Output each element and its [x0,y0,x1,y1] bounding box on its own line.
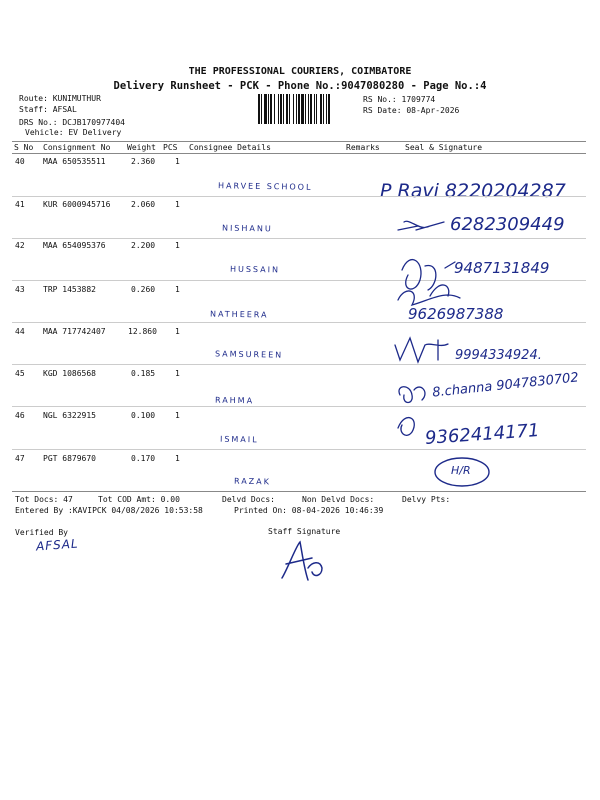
col-weight: Weight [127,143,156,152]
row-pcs: 1 [175,454,180,463]
row-pcs: 1 [175,411,180,420]
route-label: Route: KUNIMUTHUR [19,94,101,103]
row-pcs: 1 [175,241,180,250]
vehicle-label: Vehicle: EV Delivery [25,128,122,137]
row-consignment: KUR 6000945716 [43,200,111,209]
row-sno: 47 [15,454,25,463]
row-sno: 43 [15,285,25,294]
row-consignee: SAMSUREEN [214,349,284,360]
row-pcs: 1 [175,327,180,336]
staff-signature-label: Staff Signature [268,527,341,536]
col-remarks: Remarks [346,143,380,152]
row-sno: 44 [15,327,25,336]
row-consignment: NGL 6322915 [43,411,96,420]
row-weight: 2.200 [131,241,156,250]
row-consignment: TRP 1453882 [43,285,96,294]
row-consignee: ISMAIL [219,434,259,445]
row-weight: 2.360 [131,157,156,166]
row-sno: 40 [15,157,25,166]
col-pcs: PCS [163,143,178,152]
row-signature: 8.channa 9047830702 [431,370,580,401]
rs-number: RS No.: 1709774 [363,95,436,104]
entered-by: Entered By :KAVIPCK 04/08/2026 10:53:58 [15,506,203,515]
row-weight: 0.260 [131,285,156,294]
delivered-docs: Delvd Docs: [222,495,275,504]
row-weight: 2.060 [131,200,156,209]
company-title: THE PROFESSIONAL COURIERS, COIMBATORE [188,66,412,77]
row-weight: 0.185 [131,369,156,378]
delivery-points: Delvy Pts: [402,495,451,504]
row-sno: 41 [15,200,25,209]
col-consignee: Consignee Details [189,143,271,152]
row-signature: 9362414171 [424,420,541,449]
row-weight: 0.100 [131,411,156,420]
row-consignee: HUSSAIN [229,264,281,275]
col-seal: Seal & Signature [405,143,483,152]
row-signature: 9994334924. [455,348,542,363]
footer-rule [12,491,586,492]
row-sno: 42 [15,241,25,250]
row-consignment: KGD 1086568 [43,369,96,378]
row-consignee: HARVEE SCHOOL [217,181,313,192]
staff-signature-mark [278,538,328,588]
row-weight: 12.860 [128,327,157,336]
row-consignment: MAA 650535511 [43,157,106,166]
row-consignee: NATHEERA [209,309,269,320]
drs-number: DRS No.: DCJB170977404 [19,118,125,127]
printed-on: Printed On: 08-04-2026 10:46:39 [234,506,384,515]
row-weight: 0.170 [131,454,156,463]
row-consignment: MAA 717742407 [43,327,106,336]
row-sno: 46 [15,411,25,420]
total-cod: Tot COD Amt: 0.00 [98,495,180,504]
row-signature: 6282309449 [450,214,565,235]
row-pcs: 1 [175,369,180,378]
row-consignment: PGT 6879670 [43,454,96,463]
row-signature: 9487131849 [454,259,550,277]
row-consignee: RAZAK [233,476,271,487]
row-sno: 45 [15,369,25,378]
row-pcs: 1 [175,200,180,209]
row-signature: 9626987388 [408,305,504,323]
col-sno: S No [14,143,34,152]
staff-label: Staff: AFSAL [19,105,77,114]
runsheet-subtitle: Delivery Runsheet - PCK - Phone No.:9047080280 - Page No.:4 [113,80,487,92]
verified-by-label: Verified By [15,528,68,537]
row-consignee: RAHMA [214,395,255,406]
total-docs: Tot Docs: 47 [15,495,73,504]
col-consignment: Consignment No [43,143,111,152]
row-signature: H/R [451,464,471,477]
row-consignee: NISHANU [221,223,273,234]
row-consignment: MAA 654095376 [43,241,106,250]
verified-by-signature: AFSAL [35,536,80,554]
row-pcs: 1 [175,285,180,294]
row-pcs: 1 [175,157,180,166]
rs-date: RS Date: 08-Apr-2026 [363,106,460,115]
non-delivered-docs: Non Delvd Docs: [302,495,375,504]
row-signature: P Ravi 8220204287 [380,180,566,202]
